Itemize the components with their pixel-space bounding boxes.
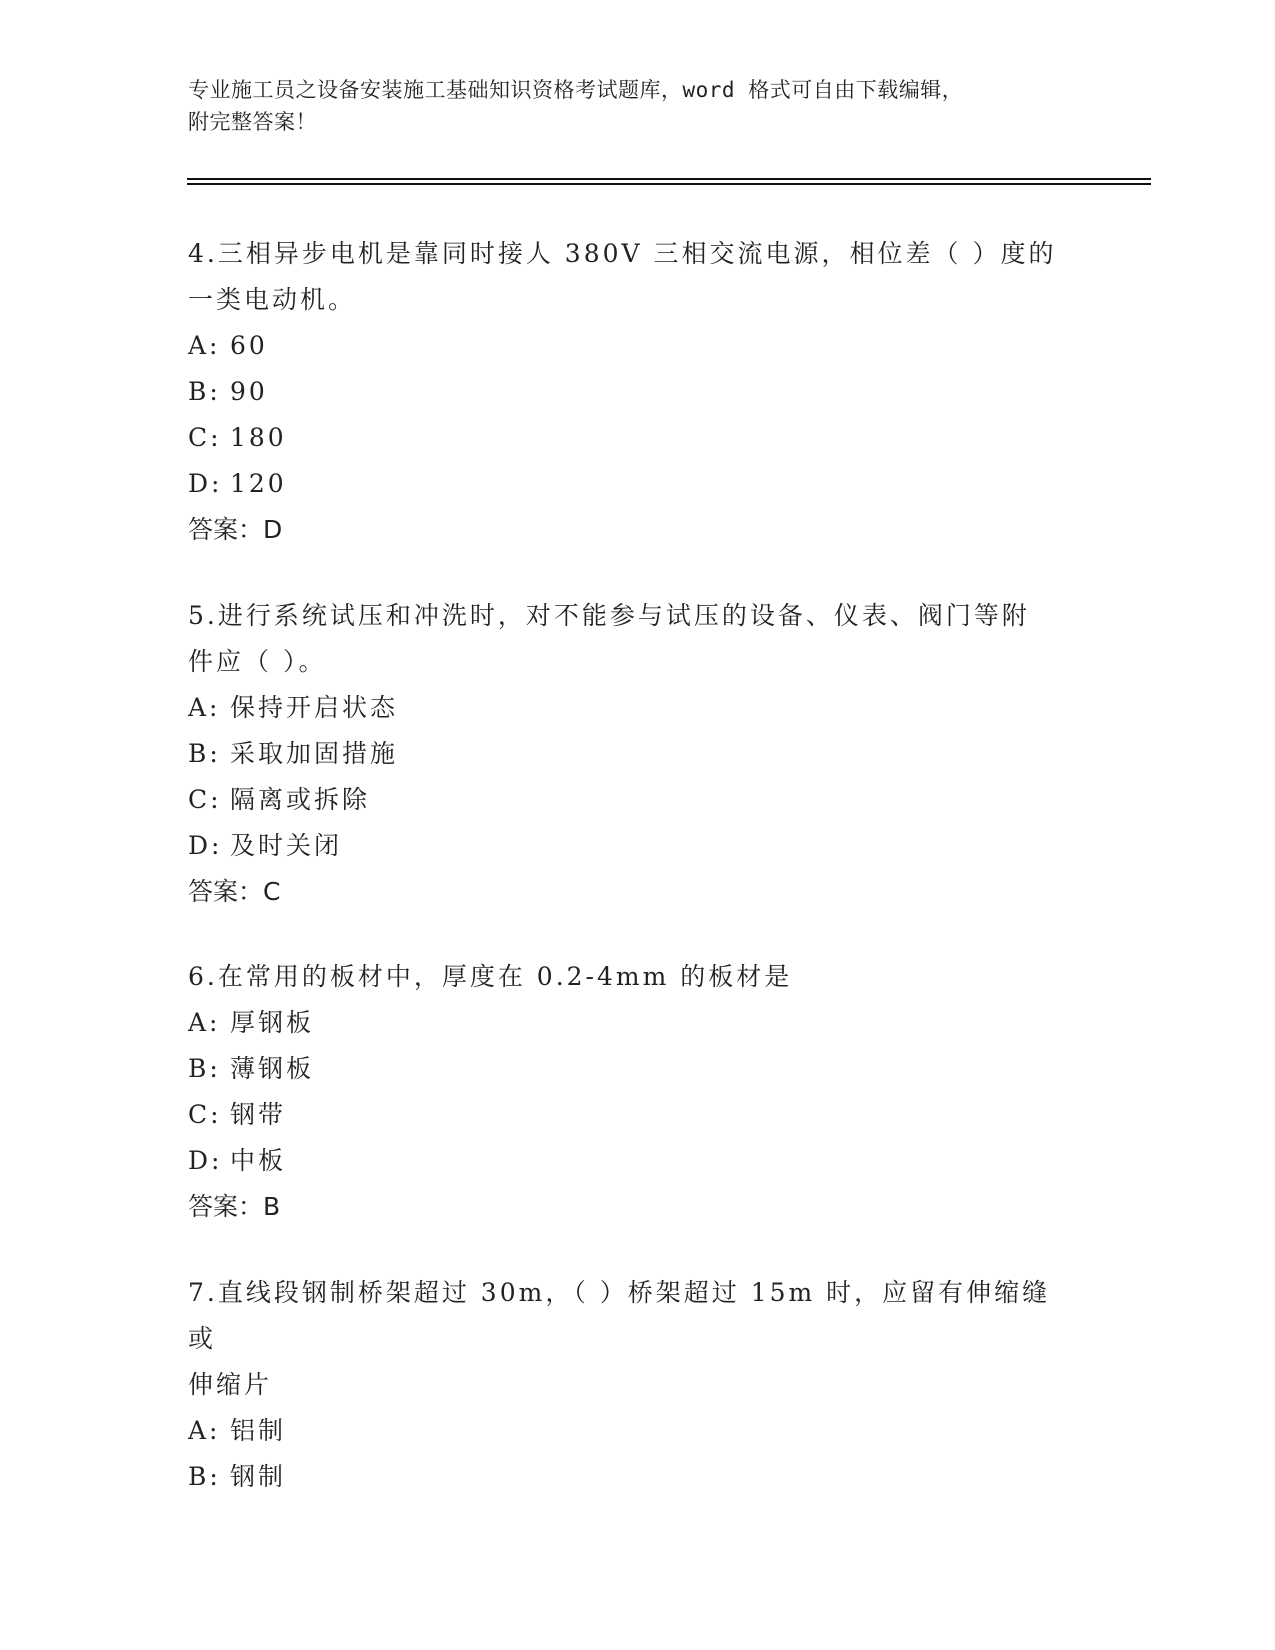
option-text: 钢制 <box>230 1462 287 1491</box>
option-key: D: <box>188 831 223 860</box>
header-line-1: 专业施工员之设备安装施工基础知识资格考试题库，word 格式可自由下载编辑， <box>188 78 964 102</box>
answer-line: 答案：C <box>188 877 281 906</box>
question-6 <box>188 954 1068 1230</box>
option-key: A: <box>188 693 221 722</box>
option-c <box>188 777 1068 823</box>
option-key: D: <box>188 469 223 498</box>
header-divider-bottom <box>187 183 1151 185</box>
option-key: C: <box>188 1100 222 1129</box>
question-5 <box>188 593 1068 915</box>
question-stem-line: 伸缩片 <box>188 1370 273 1399</box>
option-key: B: <box>188 1462 221 1491</box>
question-stem-line: 4.三相异步电机是靠同时接人 380V 三相交流电源，相位差（ ）度的 <box>188 239 1057 268</box>
option-text: 厚钢板 <box>230 1008 315 1037</box>
header-divider-top <box>187 178 1151 180</box>
document-header <box>188 74 1088 138</box>
option-a <box>188 323 1068 369</box>
option-key: B: <box>188 1054 221 1083</box>
option-a <box>188 1000 1068 1046</box>
option-text: 采取加固措施 <box>230 739 399 768</box>
option-key: C: <box>188 423 222 452</box>
option-text: 60 <box>230 331 268 360</box>
option-d <box>188 461 1068 507</box>
question-stem-line: 6.在常用的板材中，厚度在 0.2-4mm 的板材是 <box>188 962 793 991</box>
option-b <box>188 369 1068 415</box>
option-text: 薄钢板 <box>230 1054 315 1083</box>
question-7 <box>188 1270 1068 1500</box>
question-stem-line: 件应（ ）。 <box>188 647 327 676</box>
option-key: B: <box>188 739 221 768</box>
option-text: 90 <box>230 377 268 406</box>
answer-line: 答案：D <box>188 515 283 544</box>
option-c <box>188 1092 1068 1138</box>
option-a <box>188 1408 1068 1454</box>
option-key: A: <box>188 1416 221 1445</box>
option-text: 及时关闭 <box>230 831 343 860</box>
option-b <box>188 731 1068 777</box>
option-b <box>188 1454 1068 1500</box>
option-a <box>188 685 1068 731</box>
option-text: 保持开启状态 <box>230 693 399 722</box>
option-text: 180 <box>230 423 287 452</box>
option-text: 钢带 <box>230 1100 287 1129</box>
option-text: 隔离或拆除 <box>230 785 371 814</box>
option-text: 铝制 <box>230 1416 287 1445</box>
option-d <box>188 823 1068 869</box>
answer-line: 答案：B <box>188 1192 281 1221</box>
question-stem-line: 7.直线段钢制桥架超过 30m，（ ）桥架超过 15m 时，应留有伸缩缝或 <box>188 1278 1051 1353</box>
option-key: A: <box>188 1008 221 1037</box>
option-text: 120 <box>230 469 287 498</box>
option-d <box>188 1138 1068 1184</box>
option-b <box>188 1046 1068 1092</box>
option-key: A: <box>188 331 221 360</box>
option-key: C: <box>188 785 222 814</box>
header-line-2: 附完整答案！ <box>188 110 317 134</box>
question-stem-line: 5.进行系统试压和冲洗时，对不能参与试压的设备、仪表、阀门等附 <box>188 601 1030 630</box>
question-stem-line: 一类电动机。 <box>188 285 357 314</box>
question-4 <box>188 231 1068 553</box>
option-key: B: <box>188 377 221 406</box>
option-text: 中板 <box>230 1146 287 1175</box>
option-key: D: <box>188 1146 223 1175</box>
option-c <box>188 415 1068 461</box>
